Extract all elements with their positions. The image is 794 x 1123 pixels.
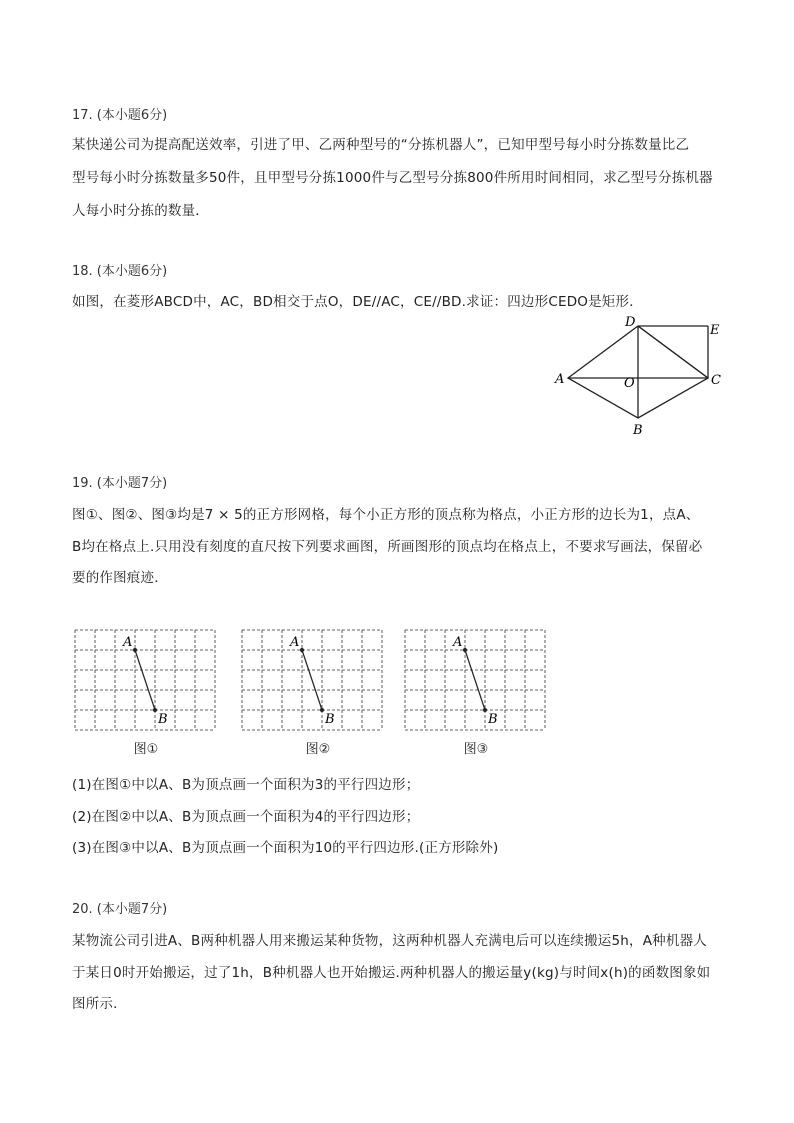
q19-line-2: B均在格点上.只用没有刻度的直尺按下列要求画图，所画图形的顶点均在格点上，不要求写画法，保留必 — [72, 539, 703, 555]
q19-part-2: (2)在图②中以A、B为顶点画一个面积为4的平行四边形； — [72, 809, 420, 825]
label-o: O — [624, 376, 635, 391]
label-b-1: B — [158, 712, 168, 727]
q19-line-1: 图①、图②、图③均是7 × 5的正方形网格，每个小正方形的顶点称为格点，小正方形的边长为1，点A、 — [72, 507, 700, 523]
grid-caption-3: 图③ — [463, 742, 489, 757]
segment-ab-2 — [302, 650, 322, 710]
q17-header: 17. (本小题6分) — [72, 108, 168, 123]
q20-line-2: 于某日0时开始搬运，过了1h，B种机器人也开始搬运.两种机器人的搬运量y(kg)与时间x(h)的函数图象如 — [72, 965, 711, 981]
q17-line-2: 型号每小时分拣数量多50件，且甲型号分拣1000件与乙型号分拣800件所用时间相同，求乙型号分拣机器 — [72, 170, 713, 186]
label-a-2: A — [290, 635, 300, 650]
grid-figure-2 — [241, 628, 385, 732]
q18-header: 18. (本小题6分) — [72, 264, 168, 279]
grid-figure-1 — [74, 628, 218, 732]
point-a-2 — [300, 648, 304, 652]
segment-dc — [638, 326, 708, 378]
grid-figure-3 — [404, 628, 548, 732]
rhombus-figure — [548, 312, 728, 436]
label-d: D — [625, 315, 636, 330]
segment-ab-1 — [135, 650, 155, 710]
point-b-3 — [483, 708, 487, 712]
label-a-1: A — [123, 635, 133, 650]
label-a-3: A — [453, 635, 463, 650]
label-c: C — [711, 373, 721, 388]
q20-line-1: 某物流公司引进A、B两种机器人用来搬运某种货物，这两种机器人充满电后可以连续搬运5h，A种机器人 — [72, 933, 707, 949]
label-e: E — [710, 323, 720, 338]
q17-line-3: 人每小时分拣的数量． — [72, 203, 209, 219]
point-a-1 — [133, 648, 137, 652]
q19-line-3: 要的作图痕迹． — [72, 570, 168, 586]
q17-line-1: 某快递公司为提高配送效率，引进了甲、乙两种型号的“分拣机器人”，已知甲型号每小时分拣数量比乙 — [72, 137, 690, 153]
q19-header: 19. (本小题7分) — [72, 476, 168, 491]
label-b: B — [633, 423, 643, 436]
label-b-2: B — [325, 712, 335, 727]
q19-part-3: (3)在图③中以A、B为顶点画一个面积为10的平行四边形.(正方形除外) — [72, 840, 499, 856]
segment-ab-3 — [465, 650, 485, 710]
label-b-3: B — [488, 712, 498, 727]
q19-part-1: (1)在图①中以A、B为顶点画一个面积为3的平行四边形； — [72, 777, 420, 793]
q20-line-3: 图所示． — [72, 996, 127, 1012]
label-a: A — [555, 372, 565, 387]
point-b-1 — [153, 708, 157, 712]
q18-statement: 如图，在菱形ABCD中，AC，BD相交于点O，DE//AC，CE//BD.求证：四边形CEDO是矩形． — [72, 294, 643, 310]
point-b-2 — [320, 708, 324, 712]
grid-caption-1: 图① — [133, 742, 159, 757]
grid-caption-2: 图② — [305, 742, 331, 757]
point-a-3 — [463, 648, 467, 652]
q20-header: 20. (本小题7分) — [72, 902, 168, 917]
